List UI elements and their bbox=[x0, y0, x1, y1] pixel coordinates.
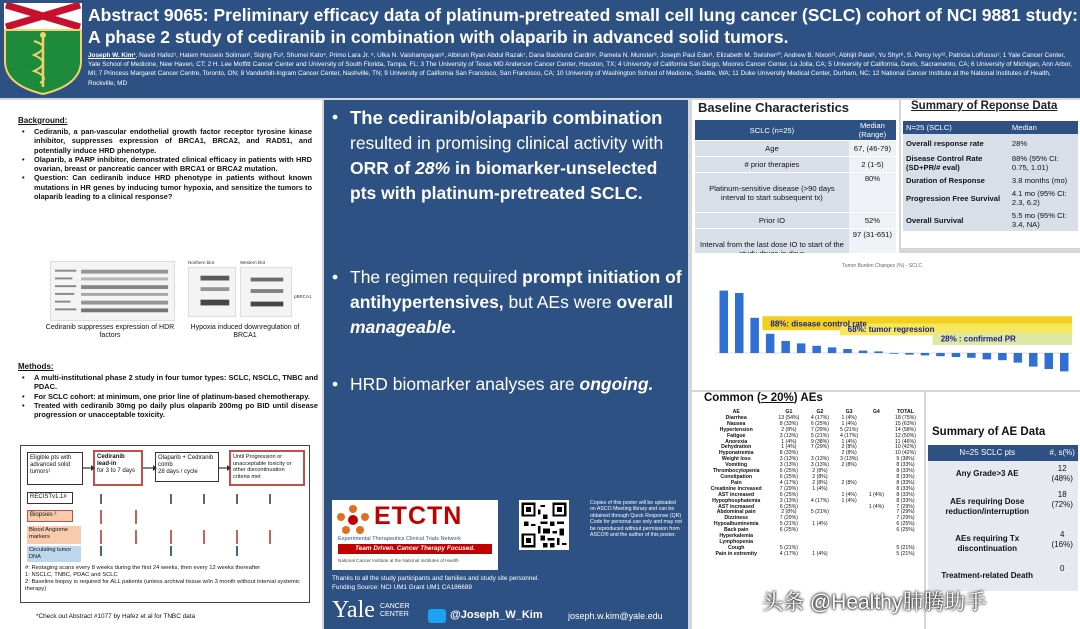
tumor-change-bar bbox=[936, 353, 945, 356]
tumor-change-bar bbox=[1029, 353, 1038, 367]
response-label: Overall Survival bbox=[903, 209, 1009, 231]
tumor-change-bar bbox=[890, 353, 899, 354]
ae-name-cell: Creatinine increased bbox=[710, 485, 762, 492]
ae-column-header: G4 bbox=[872, 409, 880, 415]
ae-name-cell: Pain bbox=[730, 479, 742, 486]
university-crest-logo bbox=[4, 3, 82, 95]
check-abstract-note: *Check out Abstract #1077 by Hafez et al for TNBC data bbox=[36, 613, 196, 620]
ae-name-cell: Dehydration bbox=[721, 444, 752, 451]
ae-value-cell: 3 (13%) bbox=[779, 497, 798, 504]
background-item: • Question: Can cediranib induce HRD phenotype in patients without known mutations in HR genes by inducing tumor hypoxia, and sensitize the tumors to olaparib leading to a clinical response? bbox=[18, 173, 312, 201]
ae-summary-header: #, s(%) bbox=[1046, 445, 1078, 461]
thanks-text bbox=[332, 574, 684, 592]
response-table bbox=[903, 121, 1078, 231]
schema-until: Until Progression or unacceptable toxicity or other discontinuation criteria met bbox=[229, 450, 305, 486]
response-label: Duration of Response bbox=[903, 174, 1009, 187]
ae-value-cell: 1 (4%) bbox=[812, 550, 828, 557]
finding-2-text: The regimen required bbox=[350, 267, 523, 287]
response-panel bbox=[901, 100, 1080, 248]
response-label: Progression Free Survival bbox=[903, 187, 1009, 209]
response-label: Disease Control Rate (SD+PR/# eval) bbox=[903, 152, 1009, 174]
ae-name-cell: Hyperkalemia bbox=[719, 533, 754, 540]
baseline-value: 67, (46-79) bbox=[849, 141, 896, 157]
tumor-change-bar bbox=[750, 318, 759, 353]
ae-value-cell: 14 (58%) bbox=[894, 426, 917, 433]
tumor-change-bar bbox=[905, 353, 914, 355]
ae-value-cell: 4 (17%) bbox=[810, 497, 829, 504]
ae-value-cell: 2 (8%) bbox=[841, 450, 857, 457]
tumor-change-bar bbox=[874, 351, 883, 353]
tumor-change-bar bbox=[797, 343, 806, 353]
table-row bbox=[695, 141, 896, 157]
finding-3-italic: ongoing. bbox=[579, 374, 654, 394]
ae-value-cell: 1 (4%) bbox=[868, 491, 884, 498]
tumor-burden-chart bbox=[692, 253, 1080, 390]
tumor-change-bar bbox=[812, 346, 821, 353]
tumor-change-bar bbox=[1014, 353, 1023, 363]
ae-name-cell: Hypophosphatemia bbox=[712, 497, 761, 504]
finding-1-text: resulted in promising clinical activity with bbox=[350, 133, 664, 153]
ae-value-cell: 18 (75%) bbox=[894, 414, 917, 421]
ae-value-cell: 1 (4%) bbox=[781, 444, 797, 451]
ae-title bbox=[704, 392, 823, 404]
finding-1-bold: The cediranib/olaparib combination bbox=[350, 107, 663, 128]
baseline-value: 2 (1-5) bbox=[849, 157, 896, 173]
ae-value-cell: 6 (25%) bbox=[779, 503, 798, 510]
baseline-label: Interval from the last dose IO to start of the bbox=[695, 229, 849, 269]
ae-name-cell: Weight loss bbox=[721, 456, 751, 463]
etctn-subtitle: Experimental Therapeutics Clinical Trials Network bbox=[338, 536, 462, 542]
etctn-tagline: Team Driven. Cancer Therapy Focused. bbox=[338, 544, 492, 554]
ae-value-cell: 1 (4%) bbox=[841, 414, 857, 421]
pbrca1-label: pBRCA1 bbox=[294, 294, 312, 299]
ae-value-cell: 7 (29%) bbox=[896, 509, 915, 516]
thanks-line: Thanks to all the study participants and families and study site personnel. bbox=[332, 575, 540, 582]
table-row bbox=[928, 527, 1078, 561]
ae-value-cell: 5 (21%) bbox=[779, 521, 798, 528]
table-row bbox=[903, 152, 1078, 174]
response-title: Summary of Reponse Data bbox=[911, 100, 1058, 112]
ae-value-cell: 5 (21%) bbox=[810, 509, 829, 516]
northern-blot-figure bbox=[188, 267, 236, 317]
ae-value-cell: 3 (13%) bbox=[810, 456, 829, 463]
ae-value-cell: 1 (4%) bbox=[841, 497, 857, 504]
finding-2 bbox=[332, 265, 684, 340]
ae-summary-label: Any Grade>3 AE bbox=[928, 461, 1046, 487]
left-panel bbox=[0, 100, 322, 629]
western-blot-label: Western blot bbox=[240, 260, 266, 265]
ae-title-post: ) AEs bbox=[793, 392, 823, 404]
finding-1-orr: ORR of bbox=[350, 158, 416, 178]
schema-note: #: Restaging scans every 8 weeks during the first 24 weeks, then every 12 weeks thereafter bbox=[25, 565, 261, 571]
table-row bbox=[903, 187, 1078, 209]
ae-value-cell: 4 (17%) bbox=[810, 414, 829, 421]
ae-title-pre: Common ( bbox=[704, 392, 761, 404]
ae-value-cell: 11 (46%) bbox=[895, 438, 916, 445]
ae-value-cell bbox=[864, 552, 889, 558]
ae-name-cell: Hypoalbuminemia bbox=[713, 521, 759, 528]
ae-value-cell: 8 (33%) bbox=[779, 420, 798, 427]
ae-name-cell: Dizziness bbox=[724, 515, 749, 522]
baseline-label: Age bbox=[695, 141, 849, 157]
tumor-change-bar bbox=[859, 351, 868, 353]
ae-value-cell: 1 (4%) bbox=[841, 491, 857, 498]
ae-name-cell: Fatigue bbox=[726, 432, 746, 439]
ae-name-cell: Hypertension bbox=[719, 426, 753, 433]
finding-1-pct: 28% bbox=[415, 158, 451, 178]
tr-label: 68%: tumor regression bbox=[847, 324, 935, 334]
ae-value-cell: 7 (29%) bbox=[779, 485, 798, 492]
table-row bbox=[928, 487, 1078, 527]
ae-value-cell: 8 (33%) bbox=[896, 485, 915, 492]
ae-summary-label: AEs requiring Tx discontinuation bbox=[928, 527, 1046, 561]
ae-summary-label: Treatment-related Death bbox=[928, 561, 1046, 591]
qr-note: Copies of this poster will be uploaded on ASCO Meeting library and can be obtained through Quick Response (QR) Code for personal use only and may not be reproduced without permission from ASCO® and the author of this poster. bbox=[590, 500, 682, 539]
ae-value-cell: 7 (29%) bbox=[896, 503, 915, 510]
finding-3 bbox=[332, 372, 684, 397]
ae-value-cell: 10 (42%) bbox=[894, 444, 917, 451]
tumor-change-bar bbox=[921, 353, 930, 355]
ae-value-cell: 4 (17%) bbox=[779, 550, 798, 557]
schema-note: 1: NSCLC, TNBC, PDAC and SCLC bbox=[25, 572, 118, 578]
ae-value-cell: 1 (4%) bbox=[812, 485, 828, 492]
response-header: Median bbox=[1009, 121, 1078, 134]
ae-value-cell: 7 (29%) bbox=[896, 515, 915, 522]
ae-value-cell: 3 (13%) bbox=[810, 462, 829, 469]
finding-1 bbox=[332, 105, 684, 206]
tumor-change-bar bbox=[828, 347, 837, 353]
ae-value-cell: 2 (8%) bbox=[841, 462, 857, 469]
ae-value-cell: 8 (33%) bbox=[896, 497, 915, 504]
ae-value-cell: 3 (13%) bbox=[839, 456, 859, 463]
schema-comb-title: Olaparib + Cediranib comb bbox=[158, 455, 214, 468]
ae-value-cell: 8 (33%) bbox=[896, 479, 915, 486]
table-row bbox=[700, 552, 922, 558]
ae-value-cell: 2 (8%) bbox=[841, 444, 857, 451]
ae-name-cell: Pain in extremity bbox=[715, 550, 757, 557]
table-row bbox=[903, 209, 1078, 231]
etctn-nci: National Cancer Institute at the National Institutes of Health bbox=[338, 558, 459, 563]
ae-column-header: TOTAL bbox=[897, 409, 914, 415]
baseline-header: Median (Range) bbox=[849, 120, 896, 141]
tumor-change-bar bbox=[720, 291, 729, 353]
ae-name-cell: Constipation bbox=[720, 473, 753, 480]
northern-blot-label: Northern blot bbox=[188, 260, 215, 265]
ae-value-cell: 5 (21%) bbox=[896, 550, 915, 557]
ae-summary-label: AEs requiring Dose reduction/interruption bbox=[928, 487, 1046, 527]
ae-name-cell: Nausea bbox=[726, 420, 746, 427]
poster-header bbox=[0, 0, 1080, 98]
methods-list bbox=[18, 373, 318, 419]
ae-value-cell: 9 (38%) bbox=[810, 438, 829, 445]
etctn-logo bbox=[332, 500, 498, 570]
yale-cancer-center: CANCER CENTER bbox=[380, 603, 410, 618]
schema-notes bbox=[25, 565, 307, 593]
tumor-change-bar bbox=[1060, 353, 1069, 371]
ae-value-cell: 6 (25%) bbox=[779, 468, 798, 475]
ae-value-cell: 4 (17%) bbox=[779, 479, 798, 486]
ae-name-cell: Lymphopenia bbox=[719, 538, 753, 545]
watermark: 头条 @Healthy肺腾助手 bbox=[762, 591, 987, 614]
response-value: 3.8 months (mo) bbox=[1009, 174, 1078, 187]
ae-value-cell: 1 (4%) bbox=[841, 438, 857, 445]
authors-affiliations: , Navid Hafez¹, Hatem Hussein Soliman², Siqing Fu³, Shumei Kato⁴, Primo Lara Jr. ⁵, Ulka N. Vaishampayan⁶, Albiruni Ryan Abdul Razak⁷, Dana Backlund Cardin⁸, Pamela N. Munster⁹, Joseph Paul Eder¹, Elizabeth M. Swisher¹⁰, Andrew B. Nixon¹¹, Abhijit Patel¹, Yu Shyr⁸, S. Percy Ivy¹², Patricia LoRusso¹; 1 Yale Cancer Center, Yale School of Medicine, New Haven, CT; 2 H. Lee Moffitt Cancer Center and University of South Florida, Tampa, FL; 3 The University of Texas MD Anderson Cancer Center, Houston, TX; 4 University of California San Diego, Moores Cancer Center, La Jolla, CA; 5 University of California, Davis, Sacramento, CA; 6 University of Michigan, Ann Arbor, MI; 7 Princess Margaret Cancer Centre, Toronto, ON; 8 Vanderbilt-Ingram Cancer Center, Nashville, TN; 9 University of California San Francisco, San Francisco, CA; 10 University of Washington School of Medicine, Seattle, WA; 11 Duke University Medical Center, Durham, NC; 12 National Cancer Institute at the National Institutes of Health, Rockville, MD bbox=[88, 52, 1072, 87]
response-value: 28% bbox=[1009, 134, 1078, 152]
baseline-value: 52% bbox=[849, 213, 896, 229]
ae-value-cell: 7 (29%) bbox=[810, 426, 829, 433]
yale-logo: Yale bbox=[332, 597, 375, 623]
funding-line: Funding Source: NCI UM1 Grant UM1 CA186689 bbox=[332, 584, 472, 591]
ae-value-cell: 2 (8%) bbox=[812, 473, 828, 480]
ae-value-cell: 13 (54%) bbox=[778, 414, 800, 421]
response-header: N=25 (SCLC) bbox=[903, 121, 1009, 134]
ae-value-cell bbox=[835, 552, 864, 558]
tumor-change-bar bbox=[735, 293, 744, 353]
ae-column-header: G2 bbox=[816, 409, 824, 415]
tumor-change-bar bbox=[843, 349, 852, 353]
ae-value-cell: 2 (8%) bbox=[841, 479, 857, 486]
ae-value-cell: 8 (33%) bbox=[896, 462, 915, 469]
dcr-label: 88%: disease control rate bbox=[770, 319, 867, 329]
methods-item: • For SCLC cohort: at minimum, one prior line of platinum-based chemotherapy. bbox=[18, 392, 318, 401]
ae-table bbox=[700, 410, 922, 558]
finding-2-italic: manageable bbox=[350, 317, 452, 337]
schema-note: 2: Baseline biopsy is required for ALL patients (unless archival tissue w/in 3 month without interval systemic therapy) bbox=[25, 579, 300, 592]
tumor-change-bar bbox=[967, 353, 976, 358]
schema-biopsies: Biopsies ² bbox=[27, 510, 73, 522]
figure-caption-2: Hypoxia induced downregulation of BRCA1 bbox=[190, 324, 300, 340]
baseline-table bbox=[695, 120, 896, 269]
ae-summary-header: N=25 SCLC pts bbox=[928, 445, 1046, 461]
finding-2-bold2: overall bbox=[616, 292, 673, 312]
ae-column-header: AE bbox=[732, 409, 740, 415]
ae-name-cell: Thrombocytopenia bbox=[712, 468, 760, 475]
background-item: • Cediranib, a pan-vascular endothelial growth factor receptor tyrosine kinase inhibitor, suppresses expression of BRCA1, BRCA2, and RAD51, and potentially induce HRD phenotype. bbox=[18, 127, 312, 155]
bullet-icon: • bbox=[332, 374, 339, 394]
ae-column-header: G1 bbox=[785, 409, 793, 415]
ae-summary-value: 0 bbox=[1046, 561, 1078, 591]
ae-name-cell: Vomiting bbox=[725, 462, 748, 469]
ae-summary-title: Summary of AE Data bbox=[932, 426, 1046, 438]
ae-value-cell: 9 (38%) bbox=[896, 456, 915, 463]
finding-2-end: . bbox=[451, 317, 457, 337]
finding-3-text: HRD biomarker analyses are bbox=[350, 374, 580, 394]
finding-2-bold: prompt initiation of antihypertensives, bbox=[350, 267, 682, 312]
baseline-label: # prior therapies bbox=[695, 157, 849, 173]
finding-1-rest: in biomarker-unselected pts with platinum-pretreated SCLC. bbox=[350, 158, 658, 203]
baseline-label: Prior IO bbox=[695, 213, 849, 229]
ae-value-cell: 6 (25%) bbox=[779, 491, 798, 498]
ae-value-cell: 5 (21%) bbox=[839, 426, 859, 433]
ae-value-cell: 10 (42%) bbox=[894, 450, 917, 457]
tumor-change-bar bbox=[998, 353, 1007, 360]
ae-summary-value: 12 (48%) bbox=[1046, 461, 1078, 487]
table-row bbox=[695, 173, 896, 213]
table-row bbox=[903, 134, 1078, 152]
ae-value-cell: 12 (50%) bbox=[894, 432, 917, 439]
bullet-icon: • bbox=[332, 267, 339, 287]
etctn-title: ETCTN bbox=[374, 502, 463, 530]
ae-name-cell: Cough bbox=[727, 544, 745, 551]
ae-value-cell: 5 (21%) bbox=[810, 432, 829, 439]
schema-leadin-sub: for 3 to 7 days bbox=[97, 468, 136, 474]
tumor-change-bar bbox=[781, 341, 790, 353]
tumor-change-bar bbox=[1045, 353, 1054, 369]
schema-eligible: Eligible pts with advanced solid tumors¹ bbox=[27, 452, 83, 485]
schema-recist: RECISTv1.1# bbox=[27, 492, 73, 504]
chart-title: Tumor Burden Changes (%) - SCLC bbox=[841, 263, 923, 269]
study-schema bbox=[20, 445, 310, 603]
response-label: Overall response rate bbox=[903, 134, 1009, 152]
key-findings-panel bbox=[324, 100, 688, 629]
blot-figure-1 bbox=[50, 261, 175, 321]
qr-code-icon[interactable] bbox=[519, 500, 569, 550]
ae-name-cell: Abdominal pain bbox=[716, 509, 756, 516]
ae-value-cell: 1 (4%) bbox=[781, 438, 797, 445]
tumor-change-bar bbox=[766, 334, 775, 353]
ae-value-cell: 2 (8%) bbox=[781, 426, 797, 433]
ae-value-cell: 8 (33%) bbox=[896, 473, 915, 480]
ae-value-cell: 8 (33%) bbox=[896, 468, 915, 475]
schema-ctdna: Circulating tumor DNA bbox=[27, 546, 81, 562]
ae-name-cell: Diarrhea bbox=[725, 414, 747, 421]
ae-value-cell: 3 (13%) bbox=[779, 456, 798, 463]
ae-value-cell: 8 (33%) bbox=[779, 450, 798, 457]
ae-value-cell: 1 (4%) bbox=[812, 521, 828, 528]
ae-name-cell: Back pain bbox=[723, 527, 749, 534]
ae-value-cell: 7 (29%) bbox=[779, 515, 798, 522]
ae-value-cell: 6 (25%) bbox=[896, 521, 915, 528]
ae-value-cell: 2 (8%) bbox=[781, 509, 797, 516]
methods-item: • A multi-institutional phase 2 study in four tumor types: SCLC, NSCLC, TNBC and PDAC. bbox=[18, 373, 318, 392]
contact-email[interactable]: joseph.w.kim@yale.edu bbox=[568, 611, 663, 621]
western-blot-figure bbox=[240, 267, 292, 317]
schema-leadin-title: Cediranib lead-in bbox=[97, 454, 125, 467]
methods-heading: Methods: bbox=[18, 362, 54, 371]
ae-value-cell: 5 (21%) bbox=[896, 544, 915, 551]
response-value: 4.1 mo (95% CI: 2.3, 6.2) bbox=[1009, 187, 1078, 209]
ae-value-cell: 6 (25%) bbox=[810, 420, 829, 427]
table-row bbox=[928, 461, 1078, 487]
ae-value-cell: 4 (17%) bbox=[839, 432, 859, 439]
schema-blood: Blood Angiome markers bbox=[27, 526, 81, 544]
ae-summary-value: 18 (72%) bbox=[1046, 487, 1078, 527]
ae-value-cell: 6 (25%) bbox=[896, 527, 915, 534]
ae-name-cell: AST increased bbox=[718, 491, 755, 498]
baseline-value: 80% bbox=[849, 173, 896, 213]
ae-value-cell: 8 (33%) bbox=[896, 491, 915, 498]
table-row bbox=[695, 213, 896, 229]
ae-value-cell: 2 (8%) bbox=[812, 468, 828, 475]
ae-column-header: G3 bbox=[845, 409, 853, 415]
lead-author: Joseph W. Kim¹ bbox=[88, 52, 136, 59]
ae-value-cell: 3 (13%) bbox=[779, 432, 798, 439]
background-item: • Olaparib, a PARP inhibitor, demonstrated clinical efficacy in patients with HRD ovarian, breast or pancreatic cancer with BRCA1 or BRCA2 mutation. bbox=[18, 155, 312, 174]
response-value: 5.5 mo (95% CI: 3.4, NA) bbox=[1009, 209, 1078, 231]
ae-value-cell: 6 (25%) bbox=[779, 473, 798, 480]
baseline-title: Baseline Characteristics bbox=[698, 100, 850, 115]
response-value: 88% (95% CI: 0.75, 1.01) bbox=[1009, 152, 1078, 174]
ae-value-cell: 15 (63%) bbox=[894, 420, 917, 427]
figure-caption-1: Cediranib suppresses expression of HDR factors bbox=[45, 324, 175, 340]
tumor-change-bar bbox=[983, 353, 992, 359]
tumor-change-bar bbox=[952, 353, 961, 357]
methods-item: • Treated with cediranib 30mg po daily plus olaparib 200mg po BID until disease progression or unacceptable toxicity. bbox=[18, 401, 318, 420]
ae-summary-value: 4 (16%) bbox=[1046, 527, 1078, 561]
finding-2-text-b: but AEs were bbox=[503, 292, 617, 312]
schema-comb-sub: 28 days / cycle bbox=[158, 469, 198, 475]
ae-value-cell: 1 (4%) bbox=[868, 503, 884, 510]
ae-name-cell: Hyponatremia bbox=[718, 450, 754, 457]
etctn-star-icon bbox=[336, 504, 370, 534]
ae-value-cell: 6 (25%) bbox=[779, 527, 798, 534]
ae-value-cell: 7 (29%) bbox=[810, 444, 829, 451]
table-row bbox=[695, 157, 896, 173]
twitter-icon bbox=[428, 609, 446, 623]
background-heading: Background: bbox=[18, 116, 68, 125]
background-list bbox=[18, 127, 312, 201]
waterfall-plot bbox=[692, 253, 1080, 390]
ae-value-cell: 3 (13%) bbox=[779, 462, 798, 469]
baseline-header: SCLC (n=25) bbox=[695, 120, 849, 141]
pr-label: 28% : confirmed PR bbox=[940, 334, 1016, 344]
ae-name-cell: Anorexia bbox=[725, 438, 748, 445]
baseline-label: Platinum-sensitive disease (>90 days interval to start subsequent tx) bbox=[695, 173, 849, 213]
ae-title-threshold: > 20% bbox=[760, 392, 794, 404]
twitter-handle[interactable]: @Joseph_W_Kim bbox=[450, 609, 543, 621]
table-row bbox=[903, 174, 1078, 187]
bullet-icon: • bbox=[332, 107, 339, 127]
author-list bbox=[88, 51, 1078, 88]
ae-name-cell: AST increased bbox=[718, 503, 755, 510]
baseline-value: 97 (31-651) bbox=[849, 229, 896, 269]
ae-value-cell: 1 (4%) bbox=[841, 420, 857, 427]
poster-title: Abstract 9065: Preliminary efficacy data of platinum-pretreated small cell lung cancer (SCLC) cohort of NCI 9881 study: A phase 2 study of cediranib in combination with olaparib in advanced solid tumors. bbox=[88, 5, 1078, 47]
ae-summary-table bbox=[928, 445, 1078, 591]
ae-value-cell: 5 (21%) bbox=[779, 544, 798, 551]
ae-value-cell: 2 (8%) bbox=[812, 479, 828, 486]
